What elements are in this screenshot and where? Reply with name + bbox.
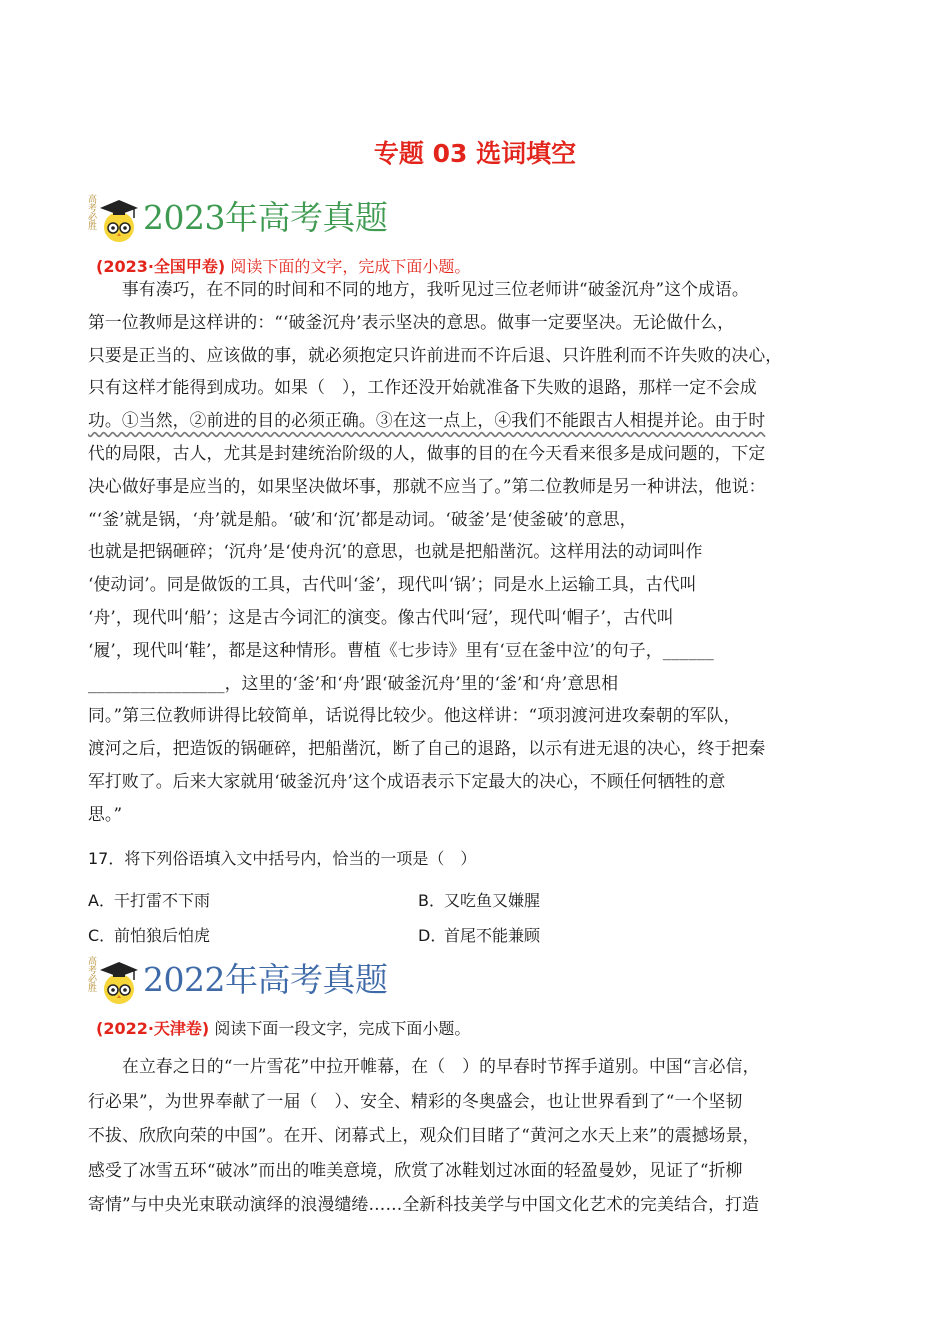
option-c[interactable] <box>88 923 210 946</box>
scholar-owl-icon <box>86 956 140 1008</box>
option-b[interactable] <box>418 888 540 911</box>
passage-line: “‘釜’就是锅，‘舟’就是船。‘破’和‘沉’都是动词。‘破釜’是‘使釜破’的意思， <box>88 508 637 529</box>
passage-line: 不拔、欣欣向荣的中国”。在开、闭幕式上，观众们目睹了“黄河之水天上来”的震撼场景， <box>88 1125 760 1145</box>
passage-line: 代的局限，古人，尤其是封建统治阶级的人，做事的目的在今天看来很多是成问题的，下定 <box>88 443 766 463</box>
passage-line: 渡河之后，把造饭的锅砸碎，把船凿沉，断了自己的退路，以示有进无退的决心，终于把秦 <box>88 738 766 759</box>
passage-line: 功。①当然，②前进的目的必须正确。③在这一点上，④我们不能跟古人相提并论。由于时 <box>88 410 766 431</box>
option-letter: B． <box>418 891 445 910</box>
passage-line: 在立春之日的“一片雪花”中拉开帷幕，在（ ）的早春时节挥手道别。中国“言必信， <box>88 1056 760 1076</box>
passage-line: 只有这样才能得到成功。如果（ ），工作还没开始就准备下失败的退路，那样一定不会成 <box>88 377 757 398</box>
option-text: 前怕狼后怕虎 <box>114 926 211 945</box>
banner-side-text: 高考必胜 <box>86 194 96 230</box>
banner-side-text: 高考必胜 <box>86 956 96 992</box>
option-letter: C． <box>88 926 116 945</box>
passage-line: 军打败了。后来大家就用‘破釜沉舟’这个成语表示下定最大的决心，不顾任何牺牲的意 <box>88 771 726 791</box>
passage-line: 感受了冰雪五环“破冰”而出的唯美意境，欣赏了冰鞋划过冰面的轻盈曼妙，见证了“折柳 <box>88 1159 743 1180</box>
source-label: (2022·天津卷) <box>96 1019 210 1038</box>
option-text: 首尾不能兼顾 <box>444 926 541 945</box>
passage-line: ‘使动词’。同是做饭的工具，古代叫‘釜’，现代叫‘锅’；同是水上运输工具，古代叫 <box>88 574 697 595</box>
passage-line: ‘舟’，现代叫‘船’；这是古今词汇的演变。像古代叫‘冠’，现代叫‘帽子’，古代叫 <box>88 607 674 627</box>
source-line <box>96 1016 470 1039</box>
banner-title: 2022年高考真题 <box>143 960 388 999</box>
page-title: 专题 03 选词填空 <box>373 139 577 168</box>
option-letter: D． <box>418 926 447 945</box>
passage-line: 只要是正当的、应该做的事，就必须抱定只许前进而不许后退、只许胜利而不许失败的决心， <box>88 344 783 365</box>
passage-line: 也就是把锅砸碎；‘沉舟’是‘使舟沉’的意思，也就是把船凿沉。这样用法的动词叫作 <box>88 541 703 562</box>
option-letter: A． <box>88 891 115 910</box>
source-label: (2023·全国甲卷) <box>96 257 226 276</box>
instruction: 阅读下面一段文字，完成下面小题。 <box>214 1019 471 1038</box>
banner-title: 2023年高考真题 <box>143 198 388 237</box>
passage-line: ________________，这里的‘釜’和‘舟’跟‘破釜沉舟’里的‘釜’和‘舟’意思相 <box>88 672 619 693</box>
passage-line: 寄情”与中央光束联动演绎的浪漫缱绻……全新科技美学与中国文化艺术的完美结合，打造 <box>88 1194 760 1214</box>
passage-line: ‘履’，现代叫‘鞋’，都是这种情形。曹植《七步诗》里有‘豆在釜中泣’的句子，______ <box>88 639 714 660</box>
option-d[interactable] <box>418 923 540 946</box>
option-a[interactable] <box>88 888 210 911</box>
scholar-owl-icon <box>86 194 140 246</box>
option-text: 又吃鱼又嫌腥 <box>444 891 541 910</box>
passage-line: 行必果”，为世界奉献了一届（ ）、安全、精彩的冬奥盛会，也让世界看到了“一个坚韧 <box>88 1090 743 1111</box>
option-text: 干打雷不下雨 <box>114 891 211 910</box>
passage-line: 事有凑巧，在不同的时间和不同的地方，我听见过三位老师讲“破釜沉舟”这个成语。 <box>88 279 749 299</box>
passage-line: 决心做好事是应当的，如果坚决做坏事，那就不应当了。”第二位教师是另一种讲法，他说： <box>88 475 766 496</box>
passage-line: 第一位教师是这样讲的：“‘破釜沉舟’表示坚决的意思。做事一定要坚决。无论做什么， <box>88 311 735 332</box>
instruction: 阅读下面的文字，完成下面小题。 <box>230 257 471 276</box>
passage-line: 同。”第三位教师讲得比较简单，话说得比较少。他这样讲：“项羽渡河进攻秦朝的军队， <box>88 705 741 726</box>
question-17: 17．将下列俗语填入文中括号内，恰当的一项是（ ） <box>88 849 477 868</box>
source-line <box>96 254 470 277</box>
passage-line: 思。” <box>88 803 123 824</box>
